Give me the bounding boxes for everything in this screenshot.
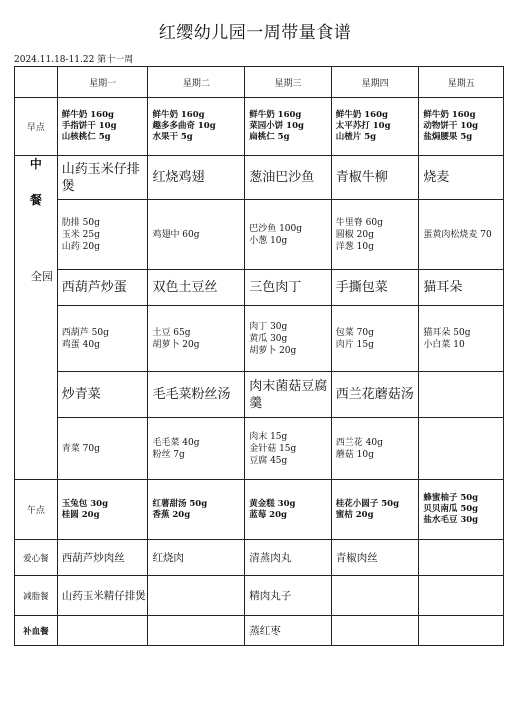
love-meal-label: 爱心餐 bbox=[15, 540, 58, 576]
dish-name: 青椒牛柳 bbox=[331, 156, 419, 200]
line: 肉片 15g bbox=[335, 339, 374, 350]
afternoon-cell bbox=[331, 480, 419, 540]
line: 鲜牛奶 160g bbox=[335, 110, 388, 120]
line: 蘑菇 10g bbox=[335, 449, 374, 460]
afternoon-label: 午点 bbox=[15, 480, 58, 540]
ingredient-cell bbox=[331, 306, 419, 372]
line: 胡萝卜 20g bbox=[152, 339, 200, 350]
blood-meal-cell bbox=[331, 616, 419, 646]
dish-name: 西葫芦炒蛋 bbox=[57, 270, 148, 306]
day-header: 星期四 bbox=[331, 67, 419, 98]
line: 鲜牛奶 160g bbox=[249, 110, 302, 120]
ingredient-cell bbox=[331, 418, 419, 480]
line: 肋排 50g bbox=[61, 217, 100, 228]
line: 毛毛菜 40g bbox=[152, 437, 200, 448]
line: 小葱 10g bbox=[249, 235, 288, 246]
lunch-label bbox=[15, 156, 58, 480]
line: 肉丁 30g bbox=[249, 321, 288, 332]
dish-name: 肉末菌菇豆腐羹 bbox=[245, 372, 332, 418]
diet-meal-cell bbox=[331, 576, 419, 616]
lunch-label-can: 餐 bbox=[29, 192, 42, 207]
line: 豆腐 45g bbox=[249, 455, 288, 466]
ingredient-cell bbox=[419, 418, 504, 480]
blood-meal-label: 补血餐 bbox=[15, 616, 58, 646]
dish-name: 山药玉米仔排煲 bbox=[57, 156, 148, 200]
ingredient-cell bbox=[419, 306, 504, 372]
line: 山药 20g bbox=[61, 241, 100, 252]
line: 粉丝 7g bbox=[152, 449, 185, 460]
afternoon-cell bbox=[245, 480, 332, 540]
love-meal-cell bbox=[419, 540, 504, 576]
blood-meal-cell bbox=[57, 616, 148, 646]
line: 盐水毛豆 30g bbox=[423, 515, 479, 525]
diet-meal-cell bbox=[148, 576, 245, 616]
day-header: 星期五 bbox=[419, 67, 504, 98]
line: 鲜牛奶 160g bbox=[152, 110, 205, 120]
line: 盐焗腰果 5g bbox=[423, 132, 473, 142]
love-meal-cell: 红烧肉 bbox=[148, 540, 245, 576]
dish-name: 三色肉丁 bbox=[245, 270, 332, 306]
line: 桂圆 20g bbox=[61, 509, 100, 520]
dish-name: 手撕包菜 bbox=[331, 270, 419, 306]
line: 贝贝南瓜 50g bbox=[423, 504, 479, 514]
lunch-label-quanyuan: 全园 bbox=[30, 269, 53, 283]
line: 鸡蛋 40g bbox=[61, 339, 100, 350]
afternoon-cell bbox=[148, 480, 245, 540]
line: 桂花小圆子 50g bbox=[335, 498, 400, 509]
ingredient-cell bbox=[419, 200, 504, 270]
line: 菜园小饼 10g bbox=[249, 121, 304, 131]
line: 手指饼干 10g bbox=[61, 121, 117, 131]
line: 西葫芦 50g bbox=[61, 327, 109, 338]
diet-meal-cell: 山药玉米精仔排煲 bbox=[57, 576, 148, 616]
line: 黄瓜 30g bbox=[249, 333, 288, 344]
breakfast-cell bbox=[57, 98, 148, 156]
line: 水果干 5g bbox=[152, 132, 193, 142]
line: 洋葱 10g bbox=[335, 241, 374, 252]
line: 鲜牛奶 160g bbox=[423, 110, 476, 120]
ingredient-cell bbox=[245, 306, 332, 372]
ingredient-cell bbox=[245, 200, 332, 270]
diet-meal-label: 减脂餐 bbox=[15, 576, 58, 616]
line: 鲜牛奶 160g bbox=[61, 110, 114, 120]
line: 趣多多曲奇 10g bbox=[152, 121, 216, 131]
line: 西兰花 40g bbox=[335, 437, 383, 448]
line: 猫耳朵 50g bbox=[423, 327, 471, 338]
love-meal-cell: 青椒肉丝 bbox=[331, 540, 419, 576]
blood-meal-cell bbox=[419, 616, 504, 646]
header-corner bbox=[15, 67, 58, 98]
line: 金针菇 15g bbox=[249, 443, 297, 454]
dish-name: 红烧鸡翅 bbox=[148, 156, 245, 200]
afternoon-cell bbox=[419, 480, 504, 540]
line: 黄金糕 30g bbox=[249, 498, 296, 509]
menu-table bbox=[14, 66, 504, 646]
dish-name: 猫耳朵 bbox=[419, 270, 504, 306]
breakfast-label: 早点 bbox=[15, 98, 58, 156]
line: 胡萝卜 20g bbox=[249, 345, 297, 356]
afternoon-cell bbox=[57, 480, 148, 540]
line: 青菜 70g bbox=[61, 443, 100, 454]
line: 蜂蜜柚子 50g bbox=[423, 493, 479, 503]
dish-name: 毛毛菜粉丝汤 bbox=[148, 372, 245, 418]
line: 玉米 25g bbox=[61, 229, 100, 240]
date-range: 2024.11.18-11.22 第十一周 bbox=[14, 55, 134, 65]
blood-meal-cell: 蒸红枣 bbox=[245, 616, 332, 646]
day-header: 星期一 bbox=[57, 67, 148, 98]
blood-meal-cell bbox=[148, 616, 245, 646]
breakfast-cell bbox=[245, 98, 332, 156]
line: 山楂片 5g bbox=[335, 132, 377, 142]
day-header: 星期二 bbox=[148, 67, 245, 98]
line: 巴沙鱼 100g bbox=[249, 223, 303, 234]
diet-meal-cell: 精肉丸子 bbox=[245, 576, 332, 616]
line: 动物饼干 10g bbox=[423, 121, 479, 131]
dish-name: 葱油巴沙鱼 bbox=[245, 156, 332, 200]
dish-name: 炒青菜 bbox=[57, 372, 148, 418]
line: 牛里脊 60g bbox=[335, 217, 383, 228]
line: 蜜桔 20g bbox=[335, 509, 374, 520]
ingredient-cell bbox=[148, 200, 245, 270]
line: 包菜 70g bbox=[335, 327, 374, 338]
diet-meal-cell bbox=[419, 576, 504, 616]
ingredient-cell bbox=[331, 200, 419, 270]
line: 蛋黄肉松烧麦 70 bbox=[423, 229, 492, 240]
dish-name: 双色土豆丝 bbox=[148, 270, 245, 306]
line: 土豆 65g bbox=[152, 327, 191, 338]
line: 肉末 15g bbox=[249, 431, 288, 442]
breakfast-cell bbox=[148, 98, 245, 156]
line: 太平苏打 10g bbox=[335, 121, 391, 131]
line: 蓝莓 20g bbox=[249, 509, 287, 520]
lunch-label-zhong: 中 bbox=[29, 156, 42, 171]
line: 鸡翅中 60g bbox=[152, 229, 200, 240]
ingredient-cell bbox=[148, 418, 245, 480]
ingredient-cell bbox=[245, 418, 332, 480]
ingredient-cell bbox=[57, 418, 148, 480]
ingredient-cell bbox=[57, 306, 148, 372]
line: 香蕉 20g bbox=[152, 509, 191, 520]
ingredient-cell bbox=[57, 200, 148, 270]
love-meal-cell: 清蒸肉丸 bbox=[245, 540, 332, 576]
line: 小白菜 10 bbox=[423, 339, 465, 350]
dish-name bbox=[419, 372, 504, 418]
line: 圆椒 20g bbox=[335, 229, 374, 240]
day-header: 星期三 bbox=[245, 67, 332, 98]
dish-name: 西兰花蘑菇汤 bbox=[331, 372, 419, 418]
line: 山核桃仁 5g bbox=[61, 132, 111, 142]
line: 扁桃仁 5g bbox=[249, 132, 290, 142]
line: 红薯甜汤 50g bbox=[152, 498, 208, 509]
breakfast-cell bbox=[331, 98, 419, 156]
line: 玉兔包 30g bbox=[61, 498, 109, 509]
love-meal-cell: 西葫芦炒肉丝 bbox=[57, 540, 148, 576]
ingredient-cell bbox=[148, 306, 245, 372]
page-title: 红缨幼儿园一周带量食谱 bbox=[158, 23, 352, 43]
breakfast-cell bbox=[419, 98, 504, 156]
dish-name: 烧麦 bbox=[419, 156, 504, 200]
